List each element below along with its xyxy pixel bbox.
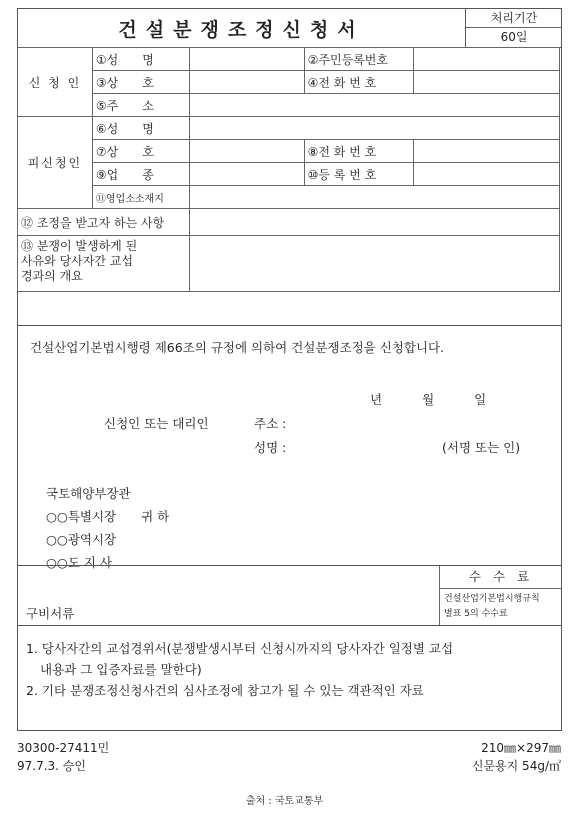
required-documents-list — [18, 625, 561, 732]
dispute-summary-label — [18, 236, 190, 292]
required-documents-header — [18, 565, 561, 626]
source-credit: 출처 : 국토교통부 — [245, 796, 324, 807]
mediation-subject-label: ⑫ 조정을 받고자 하는 사항 — [18, 209, 190, 236]
recipient-line: ○○광역시장 — [46, 532, 117, 547]
respondent-business-type-field[interactable] — [189, 163, 304, 186]
processing-period-label: 처리기간 — [466, 9, 562, 28]
applicant-address-field[interactable] — [189, 94, 559, 117]
paper-type: 신문용지 54g/㎡ — [471, 759, 561, 773]
dispute-summary-line: 경과의 개요 — [21, 269, 83, 283]
respondent-phone-label: ⑧전 화 번 호 — [304, 140, 414, 163]
document-item: 2. 기타 분쟁조정신청사건의 심사조정에 참고가 될 수 있는 객관적인 자료 — [26, 683, 424, 698]
form-grid — [17, 47, 560, 292]
processing-period-value: 60일 — [500, 30, 528, 44]
signature-note: (서명 또는 인) — [442, 440, 521, 455]
applicant-name-label: ①성 명 — [92, 48, 189, 71]
respondent-office-label: ⑪영업소소재지 — [92, 186, 189, 209]
year-label: 년 — [370, 392, 385, 407]
approval-date: 97.7.3. 승인 — [17, 759, 86, 773]
respondent-phone-field[interactable] — [414, 140, 560, 163]
respondent-registration-field[interactable] — [414, 163, 560, 186]
month-label: 월 — [422, 392, 437, 407]
respondent-group-label: 피신청인 — [18, 117, 93, 209]
applicant-id-label: ②주민등록번호 — [304, 48, 414, 71]
dispute-summary-field[interactable] — [189, 236, 559, 292]
applicant-phone-label: ④전 화 번 호 — [304, 71, 414, 94]
applicant-or-agent-label: 신청인 또는 대리인 — [104, 416, 209, 431]
fee-basis — [440, 589, 562, 625]
recipient-line: ○○특별시장 귀 하 — [46, 509, 170, 524]
dispute-summary-line: ⑬ 분쟁이 발생하게 된 — [21, 239, 138, 253]
recipient-line: ○○도 지 사 — [46, 555, 112, 570]
form-title: 건설분쟁조정신청서 — [118, 18, 365, 41]
applicant-phone-field[interactable] — [414, 71, 560, 94]
respondent-name-label: ⑥성 명 — [92, 117, 189, 140]
fee-basis-line: 별표 5의 수수료 — [444, 609, 508, 619]
form-number: 30300-27411민 — [17, 741, 110, 755]
applicant-group-label: 신 청 인 — [18, 48, 93, 117]
application-form — [17, 8, 562, 731]
document-item-continued: 내용과 그 입증자료를 말한다) — [40, 662, 202, 677]
declaration-text: 건설산업기본법시행령 제66조의 규정에 의하여 건설분쟁조정을 신청합니다. — [30, 340, 445, 355]
paper-size: 210㎜×297㎜ — [481, 741, 561, 755]
address-label: 주소 : — [254, 416, 287, 431]
declaration-section — [18, 325, 561, 576]
fee-label: 수 수 료 — [440, 566, 562, 589]
day-label: 일 — [474, 392, 489, 407]
dispute-summary-line: 사유와 당사자간 교섭 — [21, 254, 133, 268]
signer-name-label: 성명 : — [254, 440, 287, 455]
applicant-address-label: ⑤주 소 — [92, 94, 189, 117]
respondent-trade-name-label: ⑦상 호 — [92, 140, 189, 163]
respondent-registration-label: ⑩등 록 번 호 — [304, 163, 414, 186]
applicant-name-field[interactable] — [189, 48, 304, 71]
processing-period-box — [465, 9, 562, 47]
fee-basis-line: 건설산업기본법시행규칙 — [444, 594, 540, 604]
applicant-id-field[interactable] — [414, 48, 560, 71]
respondent-office-field[interactable] — [189, 186, 559, 209]
applicant-trade-name-field[interactable] — [189, 71, 304, 94]
title-row — [18, 9, 561, 48]
recipient-line: 국토해양부장관 — [46, 486, 131, 501]
mediation-subject-field[interactable] — [189, 209, 559, 236]
respondent-trade-name-field[interactable] — [189, 140, 304, 163]
respondent-name-field[interactable] — [189, 117, 559, 140]
required-documents-label: 구비서류 — [26, 606, 75, 621]
respondent-business-type-label: ⑨업 종 — [92, 163, 189, 186]
document-item: 1. 당사자간의 교섭경위서(분쟁발생시부터 신청시까지의 당사자간 일정별 교섭 — [26, 641, 454, 656]
fee-box — [439, 566, 562, 626]
applicant-trade-name-label: ③상 호 — [92, 71, 189, 94]
date-line — [370, 390, 520, 408]
